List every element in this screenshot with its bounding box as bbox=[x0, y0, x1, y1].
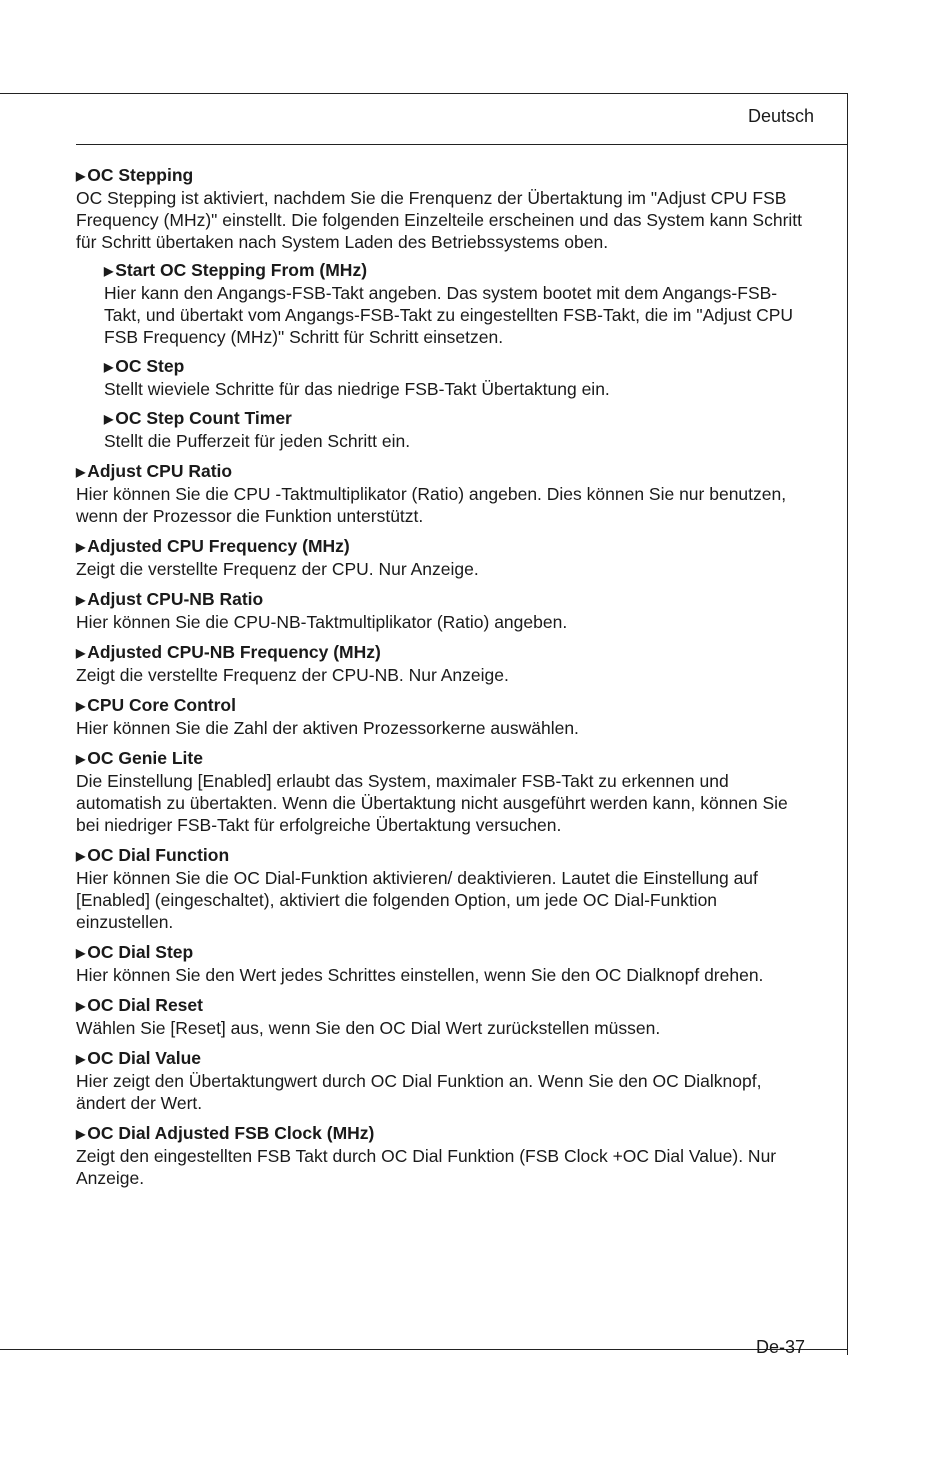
section-body: Zeigt die verstellte Frequenz der CPU-NB. Nur Anzeige. bbox=[76, 665, 509, 685]
footer-rule bbox=[0, 1349, 848, 1350]
right-rule bbox=[847, 93, 848, 1355]
section-title: OC Dial Step bbox=[87, 942, 194, 962]
arrow-right-icon: ▶ bbox=[104, 360, 114, 374]
arrow-right-icon: ▶ bbox=[76, 1127, 86, 1141]
subsection-title: OC Step bbox=[115, 356, 185, 376]
section-body: Hier können Sie die Zahl der aktiven Prozessorkerne auswählen. bbox=[76, 718, 579, 738]
section-body: Hier zeigt den Übertaktungwert durch OC Dial Funktion an. Wenn Sie den OC Dialknopf, ändert der Wert. bbox=[76, 1071, 762, 1113]
arrow-right-icon: ▶ bbox=[76, 752, 86, 766]
section-title: Adjusted CPU-NB Frequency (MHz) bbox=[87, 642, 381, 662]
header-language: Deutsch bbox=[748, 106, 815, 126]
arrow-right-icon: ▶ bbox=[76, 593, 86, 607]
section-body: Zeigt die verstellte Frequenz der CPU. Nur Anzeige. bbox=[76, 559, 479, 579]
section-title: OC Dial Adjusted FSB Clock (MHz) bbox=[87, 1123, 375, 1143]
subsection-oc-step-count-timer bbox=[104, 407, 811, 452]
section-title: Adjust CPU Ratio bbox=[87, 461, 233, 481]
section-adjust-cpu-nb-ratio bbox=[76, 588, 811, 633]
section-oc-dial-reset bbox=[76, 994, 811, 1039]
section-body: Hier können Sie die CPU-NB-Taktmultiplikator (Ratio) angeben. bbox=[76, 612, 568, 632]
section-body: Hier können Sie den Wert jedes Schrittes einstellen, wenn Sie den OC Dialknopf drehen. bbox=[76, 965, 764, 985]
section-title: OC Dial Value bbox=[87, 1048, 202, 1068]
arrow-right-icon: ▶ bbox=[104, 264, 114, 278]
section-body: Hier können Sie die OC Dial-Funktion aktivieren/ deaktivieren. Lautet die Einstellung auf [Enabled] (eingeschaltet), aktiviert die folgenden Option, um jede OC Dial-Funktion einzustellen. bbox=[76, 868, 758, 932]
section-oc-genie-lite bbox=[76, 747, 811, 836]
subsection-group bbox=[76, 259, 811, 452]
section-oc-stepping bbox=[76, 164, 811, 452]
section-body: OC Stepping ist aktiviert, nachdem Sie die Frenquenz der Übertaktung im "Adjust CPU FSB Frequency (MHz)" einstellt. Die folgenden Einzelteile erscheinen und das System kann Schritt für Schritt übertaken nach System Laden des Betriebssystems oben. bbox=[76, 188, 803, 252]
subsection-body: Stellt die Pufferzeit für jeden Schritt ein. bbox=[104, 431, 411, 451]
section-oc-dial-step bbox=[76, 941, 811, 986]
section-title: Adjusted CPU Frequency (MHz) bbox=[87, 536, 350, 556]
arrow-right-icon: ▶ bbox=[76, 849, 86, 863]
arrow-right-icon: ▶ bbox=[76, 169, 86, 183]
subsection-title: OC Step Count Timer bbox=[115, 408, 292, 428]
section-adjusted-cpu-nb-frequency bbox=[76, 641, 811, 686]
section-oc-dial-adjusted-fsb-clock bbox=[76, 1122, 811, 1189]
section-title: OC Genie Lite bbox=[87, 748, 203, 768]
subsection-title: Start OC Stepping From (MHz) bbox=[115, 260, 368, 280]
arrow-right-icon: ▶ bbox=[76, 646, 86, 660]
page-number: De-37 bbox=[756, 1337, 806, 1357]
section-oc-dial-value bbox=[76, 1047, 811, 1114]
section-title: OC Stepping bbox=[87, 165, 194, 185]
page-content bbox=[76, 164, 811, 1197]
section-adjusted-cpu-frequency bbox=[76, 535, 811, 580]
section-title: CPU Core Control bbox=[87, 695, 236, 715]
section-body: Hier können Sie die CPU -Taktmultiplikator (Ratio) angeben. Dies können Sie nur benutzen, wenn der Prozessor die Funktion unterstützt. bbox=[76, 484, 787, 526]
arrow-right-icon: ▶ bbox=[76, 540, 86, 554]
top-rule bbox=[0, 93, 848, 94]
subsection-body: Stellt wieviele Schritte für das niedrige FSB-Takt Übertaktung ein. bbox=[104, 379, 610, 399]
subsection-start-oc-stepping bbox=[104, 259, 811, 348]
arrow-right-icon: ▶ bbox=[104, 412, 114, 426]
arrow-right-icon: ▶ bbox=[76, 1052, 86, 1066]
section-title: Adjust CPU-NB Ratio bbox=[87, 589, 264, 609]
subsection-body: Hier kann den Angangs-FSB-Takt angeben. Das system bootet mit dem Angangs-FSB-Takt, und übertakt vom Angangs-FSB-Takt zu eingestellten FSB-Takt, die im "Adjust CPU FSB Frequency (MHz)" Schritt für Schritt einsetzen. bbox=[104, 283, 794, 347]
section-oc-dial-function bbox=[76, 844, 811, 933]
section-adjust-cpu-ratio bbox=[76, 460, 811, 527]
arrow-right-icon: ▶ bbox=[76, 946, 86, 960]
section-cpu-core-control bbox=[76, 694, 811, 739]
arrow-right-icon: ▶ bbox=[76, 699, 86, 713]
section-body: Zeigt den eingestellten FSB Takt durch OC Dial Funktion (FSB Clock +OC Dial Value). Nur Anzeige. bbox=[76, 1146, 777, 1188]
arrow-right-icon: ▶ bbox=[76, 999, 86, 1013]
section-title: OC Dial Function bbox=[87, 845, 230, 865]
arrow-right-icon: ▶ bbox=[76, 465, 86, 479]
header-rule bbox=[76, 144, 847, 145]
subsection-oc-step bbox=[104, 355, 811, 400]
section-title: OC Dial Reset bbox=[87, 995, 203, 1015]
section-body: Wählen Sie [Reset] aus, wenn Sie den OC Dial Wert zurückstellen müssen. bbox=[76, 1018, 661, 1038]
section-body: Die Einstellung [Enabled] erlaubt das System, maximaler FSB-Takt zu erkennen und automatish zu übertakten. Wenn die Übertaktung nicht ausgeführt werden kann, können Sie bei niedriger FSB-Takt für erfolgreiche Übertaktung versuchen. bbox=[76, 771, 788, 835]
